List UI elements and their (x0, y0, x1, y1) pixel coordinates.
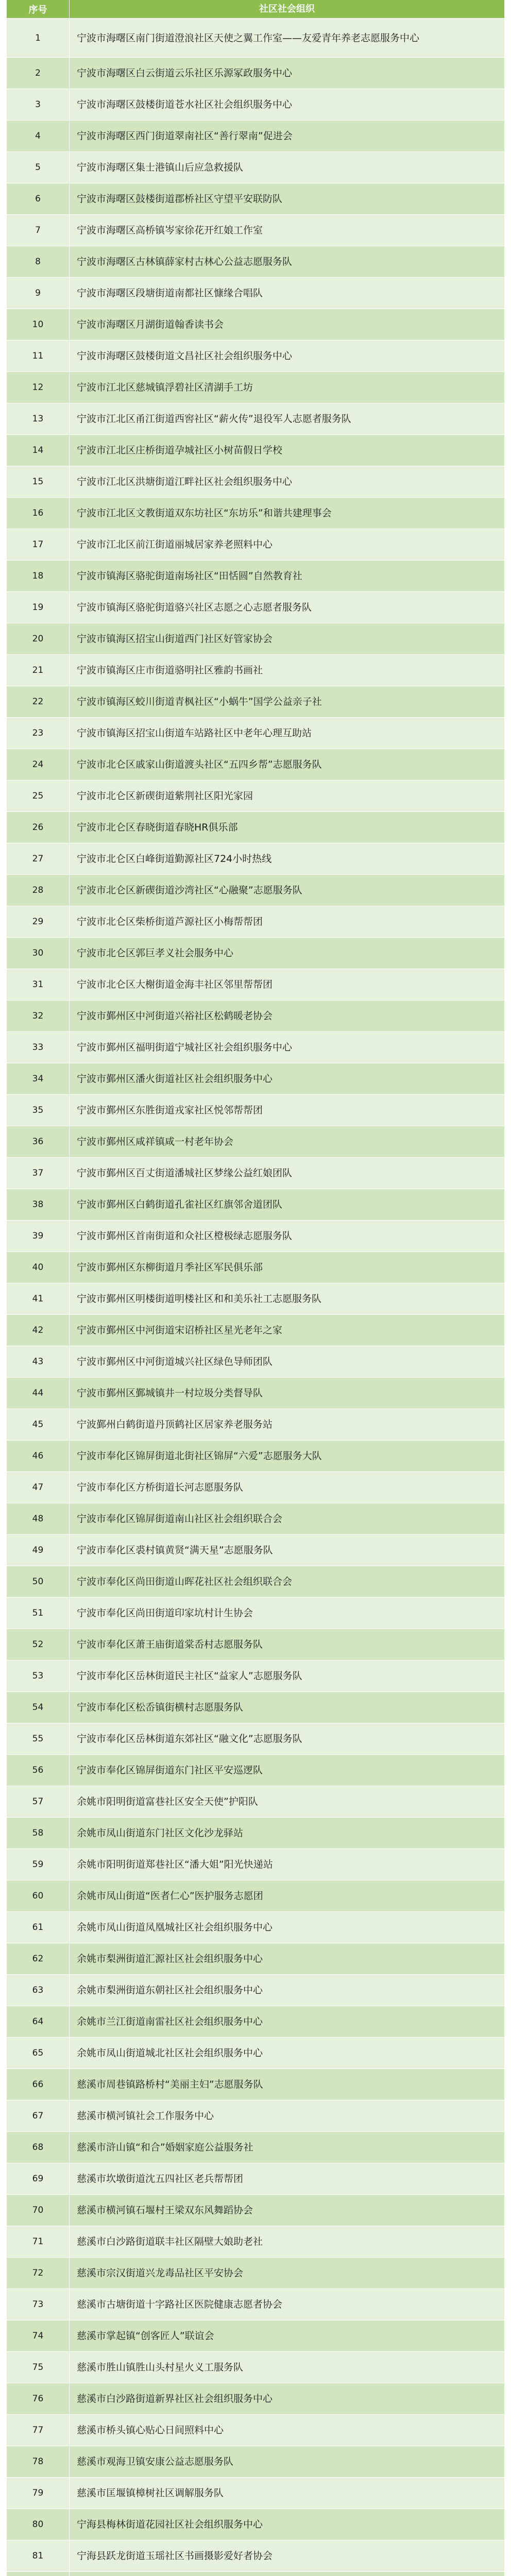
row-number: 70 (7, 2195, 70, 2226)
org-name: 宁波市奉化区锦屏街道北街社区锦屏“六爱”志愿服务大队 (77, 1450, 322, 1462)
table-row (7, 938, 504, 969)
table-row (7, 278, 504, 309)
org-name: 慈溪市横河镇石堰村王梁双东风舞蹈协会 (77, 2205, 253, 2216)
row-number: 28 (7, 875, 70, 906)
table-row (7, 2258, 504, 2289)
table-row (7, 215, 504, 246)
org-name: 余姚市兰江街道南雷社区社会组织服务中心 (77, 2016, 263, 2027)
table-row (7, 529, 504, 561)
table-row (7, 498, 504, 529)
table-row (7, 1755, 504, 1786)
org-name: 宁波市鄞州区白鹤街道孔雀社区红旗邻舍道团队 (77, 1199, 283, 1210)
org-name: 宁波市江北区前江街道丽城居家养老照料中心 (77, 539, 273, 550)
org-name: 宁波市镇海区庄市街道骆明社区雅韵书画社 (77, 665, 263, 676)
org-name: 慈溪市匡堰镇樟树社区调解服务队 (77, 2487, 224, 2499)
org-name: 宁波市奉化区裘村镇黄贤“满天星”志愿服务队 (77, 1545, 273, 1556)
org-name: 宁波市鄞州区中河街道兴裕社区松鹤暖老协会 (77, 1010, 273, 1022)
table-row (7, 623, 504, 655)
table-row (7, 781, 504, 812)
row-number: 52 (7, 1629, 70, 1660)
table-row (7, 1283, 504, 1315)
table-row (7, 2006, 504, 2038)
row-number: 31 (7, 969, 70, 1000)
table-row (7, 1440, 504, 1472)
header-org: 社区社会组织 (259, 3, 315, 14)
table-row (7, 1723, 504, 1755)
org-name: 慈溪市坎墩街道沈五四社区老兵帮帮团 (77, 2173, 244, 2184)
table-row (7, 2415, 504, 2446)
table-row (7, 1252, 504, 1283)
table-row (7, 2509, 504, 2540)
org-name: 宁波市北仑区新碶街道紫荆社区阳光家园 (77, 790, 253, 802)
org-name: 宁波市海曙区西门街道翠南社区“善行翠南”促进会 (77, 130, 293, 142)
table-row (7, 2195, 504, 2226)
row-number: 16 (7, 498, 70, 529)
row-number: 2 (7, 58, 70, 89)
row-number: 20 (7, 623, 70, 654)
row-number: 48 (7, 1503, 70, 1534)
table-row (7, 1912, 504, 1943)
table-row (7, 2478, 504, 2509)
org-name: 宁波市海曙区月湖街道翰香读书会 (77, 319, 224, 330)
row-number: 34 (7, 1063, 70, 1094)
table-row (7, 89, 504, 121)
table-row (7, 1095, 504, 1126)
org-name: 宁波市镇海区招宝山街道西门社区好管家协会 (77, 633, 273, 645)
table-row (7, 1409, 504, 1440)
table-row (7, 561, 504, 592)
org-name: 宁波市北仑区戚家山街道渡头社区“五四乡帮”志愿服务队 (77, 759, 322, 770)
table-row (7, 1786, 504, 1818)
org-name: 宁波市鄞州区鄞城镇井一村垃圾分类督导队 (77, 1387, 263, 1399)
row-number: 56 (7, 1755, 70, 1786)
org-name: 慈溪市桥头镇心贴心日间照料中心 (77, 2425, 224, 2436)
table-row (7, 2132, 504, 2163)
table-row (7, 1126, 504, 1158)
org-name: 宁波市北仑区新碶街道沙湾社区“心融聚”志愿服务队 (77, 885, 302, 896)
table-row (7, 2540, 504, 2572)
table-body (7, 19, 504, 2576)
table-row (7, 749, 504, 781)
table-row (7, 1598, 504, 1629)
table-row (7, 969, 504, 1001)
table-row (7, 2446, 504, 2478)
table-row (7, 1189, 504, 1221)
row-number: 51 (7, 1598, 70, 1629)
table-row (7, 121, 504, 152)
table-row (7, 686, 504, 718)
table-row (7, 2289, 504, 2320)
org-name: 宁波市镇海区骆驼街道骆兴社区志愿之心志愿者服务队 (77, 602, 312, 613)
org-name: 慈溪市观海卫镇安康公益志愿服务队 (77, 2456, 234, 2467)
table-row (7, 466, 504, 498)
table-row (7, 1629, 504, 1660)
row-number: 33 (7, 1032, 70, 1063)
org-name: 宁波市北仑区柴桥街道芦源社区小梅帮帮团 (77, 916, 263, 927)
table-row (7, 2038, 504, 2069)
org-name: 宁波市奉化区锦屏街道东门社区平安巡逻队 (77, 1765, 263, 1776)
row-number: 29 (7, 906, 70, 937)
row-number: 68 (7, 2132, 70, 2163)
row-number: 8 (7, 246, 70, 277)
row-number: 75 (7, 2352, 70, 2383)
org-name: 宁波市奉化区岳林街道民主社区“益家人”志愿服务队 (77, 1670, 302, 1682)
row-number: 22 (7, 686, 70, 717)
org-name: 宁波市奉化区松岙镇街横村志愿服务队 (77, 1702, 244, 1713)
row-number: 54 (7, 1692, 70, 1723)
table-row (7, 309, 504, 341)
table-row (7, 718, 504, 749)
table-row (7, 655, 504, 686)
org-name: 宁波市江北区慈城镇浮碧社区清湖手工坊 (77, 382, 253, 393)
row-number: 63 (7, 1975, 70, 2006)
org-name: 慈溪市胜山镇胜山头村星火义工服务队 (77, 2362, 244, 2373)
row-number: 62 (7, 1943, 70, 1974)
table-row (7, 2383, 504, 2415)
org-name: 宁波市北仑区大榭街道金海丰社区邻里帮帮团 (77, 979, 273, 990)
row-number: 38 (7, 1189, 70, 1220)
org-name: 余姚市梨洲街道东朝社区社会组织服务中心 (77, 1985, 263, 1996)
row-number: 40 (7, 1252, 70, 1283)
table-row (7, 246, 504, 278)
org-name: 余姚市凤山街道城北社区社会组织服务中心 (77, 2047, 263, 2059)
row-number: 24 (7, 749, 70, 780)
row-number: 35 (7, 1095, 70, 1126)
org-name: 宁波市北仑区郭巨孝义社会服务中心 (77, 947, 234, 959)
row-number: 32 (7, 1001, 70, 1031)
table-row (7, 1975, 504, 2006)
org-name: 余姚市梨洲街道汇源社区社会组织服务中心 (77, 1953, 263, 1964)
org-name: 余姚市凤山街道东门社区文化沙龙驿站 (77, 1827, 244, 1839)
row-number: 3 (7, 89, 70, 120)
row-number: 71 (7, 2226, 70, 2257)
row-number: 66 (7, 2069, 70, 2100)
row-number: 43 (7, 1346, 70, 1377)
org-name: 宁波市江北区甬江街道西窖社区“薪火传”退役军人志愿者服务队 (77, 413, 351, 425)
row-number: 27 (7, 843, 70, 874)
org-name: 宁波市奉化区尚田街道山晖花社区社会组织联合会 (77, 1576, 293, 1587)
row-number: 64 (7, 2006, 70, 2037)
row-number: 77 (7, 2415, 70, 2446)
table-row (7, 2226, 504, 2258)
org-name: 慈溪市白沙路街道新界社区社会组织服务中心 (77, 2393, 273, 2404)
row-number: 76 (7, 2383, 70, 2414)
table-row (7, 1472, 504, 1503)
row-number: 11 (7, 341, 70, 371)
row-number: 25 (7, 781, 70, 811)
table-row (7, 1943, 504, 1975)
table-row (7, 906, 504, 938)
org-name: 宁波鄞州白鹤街道丹顶鹤社区居家养老服务站 (77, 1419, 273, 1430)
org-name: 宁波市鄞州区中河街道城兴社区绿色导师团队 (77, 1356, 273, 1367)
org-name: 宁波市镇海区招宝山街道车站路社区中老年心理互助站 (77, 727, 312, 739)
row-number: 15 (7, 466, 70, 497)
table-row (7, 19, 504, 58)
row-number (7, 2572, 70, 2576)
row-number: 36 (7, 1126, 70, 1157)
row-number: 57 (7, 1786, 70, 1817)
row-number: 17 (7, 529, 70, 560)
table-row (7, 592, 504, 623)
row-number: 61 (7, 1912, 70, 1943)
org-name: 宁波市奉化区岳林街道东郊社区“融文化”志愿服务队 (77, 1733, 302, 1744)
table-row (7, 1880, 504, 1912)
row-number: 12 (7, 372, 70, 403)
row-number: 23 (7, 718, 70, 749)
row-number: 80 (7, 2509, 70, 2540)
row-number: 30 (7, 938, 70, 969)
table-row (7, 2069, 504, 2100)
org-name: 宁波市奉化区锦屏街道南山社区社会组织联合会 (77, 1513, 283, 1524)
table-row (7, 2572, 504, 2576)
org-name: 宁海县梅林街道花园社区社会组织服务中心 (77, 2519, 263, 2530)
org-name: 宁波市奉化区方桥街道长河志愿服务队 (77, 1482, 244, 1493)
org-name: 宁波市鄞州区百丈街道潘城社区梦缘公益红娘团队 (77, 1167, 293, 1179)
org-name: 宁波市江北区文教街道双东坊社区“东坊乐”和谐共建理事会 (77, 507, 332, 519)
org-name: 宁波市海曙区集士港镇山后应急救援队 (77, 162, 244, 173)
org-name: 宁波市鄞州区咸祥镇咸一村老年协会 (77, 1136, 234, 1147)
row-number: 26 (7, 812, 70, 843)
row-number: 37 (7, 1158, 70, 1189)
header-no: 序号 (7, 0, 70, 18)
row-number: 74 (7, 2320, 70, 2351)
table-row (7, 2320, 504, 2352)
row-number: 59 (7, 1849, 70, 1880)
table-row (7, 341, 504, 372)
row-number: 5 (7, 152, 70, 183)
row-number: 69 (7, 2163, 70, 2194)
table-row (7, 183, 504, 215)
org-name: 宁波市江北区洪塘街道江畔社区社会组织服务中心 (77, 476, 293, 487)
org-name: 宁波市海曙区南门街道澄浪社区天使之翼工作室——友爱青年养老志愿服务中心 (77, 32, 420, 44)
org-name: 宁波市海曙区白云街道云乐社区乐源冢政服务中心 (77, 67, 293, 79)
org-name: 慈溪市横河镇社会工作服务中心 (77, 2110, 214, 2122)
table-row (7, 58, 504, 89)
row-number: 53 (7, 1660, 70, 1691)
table-row (7, 1566, 504, 1598)
org-name: 宁波市鄞州区东胜街道戎家社区悦邻帮帮团 (77, 1105, 263, 1116)
table-row (7, 812, 504, 843)
row-number: 14 (7, 435, 70, 466)
table-row (7, 1315, 504, 1346)
table-row (7, 1158, 504, 1189)
row-number: 60 (7, 1880, 70, 1911)
table-row (7, 2100, 504, 2132)
org-name: 宁波市海曙区鼓楼街道文昌社区社会组织服务中心 (77, 350, 293, 362)
row-number: 65 (7, 2038, 70, 2069)
org-name: 宁波市鄞州区首南街道和众社区橙极绿志愿服务队 (77, 1230, 293, 1242)
org-name: 慈溪市浒山镇“和合”婚姻家庭公益服务社 (77, 2142, 253, 2153)
org-name: 宁波市鄞州区福明街道宁城社区社会组织服务中心 (77, 1042, 293, 1053)
row-number: 73 (7, 2289, 70, 2320)
table-row (7, 403, 504, 435)
org-name: 宁波市北仑区白峰街道勤源社区724小时热线 (77, 853, 272, 865)
org-table (7, 0, 504, 2576)
table-row (7, 1221, 504, 1252)
row-number: 58 (7, 1818, 70, 1849)
table-row (7, 1692, 504, 1723)
row-number: 49 (7, 1535, 70, 1566)
org-name: 宁波市鄞州区东柳街道月季社区军民俱乐部 (77, 1262, 263, 1273)
org-name: 慈溪市白沙路街道联丰社区隔壁大娘助老社 (77, 2236, 263, 2247)
org-name (70, 2572, 504, 2576)
org-name: 宁波市镇海区骆驼街道南场社区“田恬圆”自然教育社 (77, 570, 302, 582)
org-name: 宁波市鄞州区潘火街道社区社会组织服务中心 (77, 1073, 273, 1084)
org-name: 宁波市鄞州区中河街道宋诏桥社区星光老年之家 (77, 1325, 283, 1336)
table-row (7, 875, 504, 906)
org-name: 慈溪市掌起镇“创客匠人”联谊会 (77, 2330, 214, 2342)
row-number: 4 (7, 121, 70, 151)
org-name: 宁波市海曙区高桥镇岑家徐花开红娘工作室 (77, 225, 263, 236)
org-name: 余姚市阳明街道郑巷社区“潘大姐”阳光快递站 (77, 1859, 273, 1870)
table-row (7, 435, 504, 466)
org-name: 余姚市凤山街道凤凰城社区社会组织服务中心 (77, 1922, 273, 1933)
org-name: 慈溪市古塘街道十字路社区医院健康志愿者协会 (77, 2299, 283, 2310)
table-row (7, 1346, 504, 1378)
org-name: 余姚市阳明街道富巷社区安全天使”护阳队 (77, 1796, 258, 1807)
org-name: 宁波市海曙区段塘街道南都社区慷缘合唱队 (77, 287, 263, 299)
table-row (7, 843, 504, 875)
org-name: 余姚市凤山街道“医者仁心”医护服务志愿团 (77, 1890, 263, 1902)
row-number: 9 (7, 278, 70, 309)
table-row (7, 1849, 504, 1880)
row-number: 50 (7, 1566, 70, 1597)
org-name: 宁波市海曙区鼓楼街道苍水社区社会组织服务中心 (77, 99, 293, 110)
org-name: 宁波市海曙区古林镇薛家村古林心公益志愿服务队 (77, 256, 293, 267)
table-row (7, 1503, 504, 1535)
row-number: 44 (7, 1378, 70, 1409)
table-row (7, 1032, 504, 1063)
table-row (7, 1063, 504, 1095)
row-number: 1 (7, 19, 70, 57)
table-row (7, 2163, 504, 2195)
table-row (7, 1818, 504, 1849)
row-number: 7 (7, 215, 70, 246)
table-row (7, 372, 504, 403)
table-header (7, 0, 504, 19)
table-row (7, 1535, 504, 1566)
row-number: 6 (7, 183, 70, 214)
org-name: 宁波市江北区庄桥街道孕城社区小树苗假日学校 (77, 445, 283, 456)
row-number: 47 (7, 1472, 70, 1503)
row-number: 10 (7, 309, 70, 340)
row-number: 72 (7, 2258, 70, 2289)
row-number: 45 (7, 1409, 70, 1440)
row-number: 18 (7, 561, 70, 591)
row-number: 21 (7, 655, 70, 686)
org-name: 宁波市海曙区鼓楼街道郡桥社区守望平安联防队 (77, 193, 283, 205)
row-number: 19 (7, 592, 70, 623)
row-number: 41 (7, 1283, 70, 1314)
org-name: 宁波市北仑区春晓街道春晓HR俱乐部 (77, 822, 238, 833)
row-number: 78 (7, 2446, 70, 2477)
org-name: 宁波市镇海区蛟川街道青枫社区“小蜗牛”国学公益亲子社 (77, 696, 322, 707)
org-name: 宁海县跃龙街道玉瑶社区书画摄影爱好者协会 (77, 2550, 273, 2562)
row-number: 67 (7, 2100, 70, 2131)
org-name: 慈溪市宗汉街道兴龙毒品社区平安协会 (77, 2267, 244, 2279)
row-number: 46 (7, 1440, 70, 1471)
row-number: 79 (7, 2478, 70, 2509)
org-name: 宁波市奉化区萧王庙街道棠岙村志愿服务队 (77, 1639, 263, 1650)
org-name: 宁波市鄞州区明楼街道明楼社区和和美乐社工志愿服务队 (77, 1293, 322, 1304)
row-number: 42 (7, 1315, 70, 1346)
table-row (7, 2352, 504, 2383)
table-row (7, 1378, 504, 1409)
row-number: 13 (7, 403, 70, 434)
org-name: 慈溪市周巷镇路桥村“美丽主妇”志愿服务队 (77, 2079, 263, 2090)
row-number: 55 (7, 1723, 70, 1754)
table-row (7, 152, 504, 183)
table-row (7, 1660, 504, 1692)
row-number: 39 (7, 1221, 70, 1251)
org-name: 宁波市奉化区尚田街道印家坑村计生协会 (77, 1607, 253, 1619)
row-number: 81 (7, 2540, 70, 2571)
table-row (7, 1001, 504, 1032)
